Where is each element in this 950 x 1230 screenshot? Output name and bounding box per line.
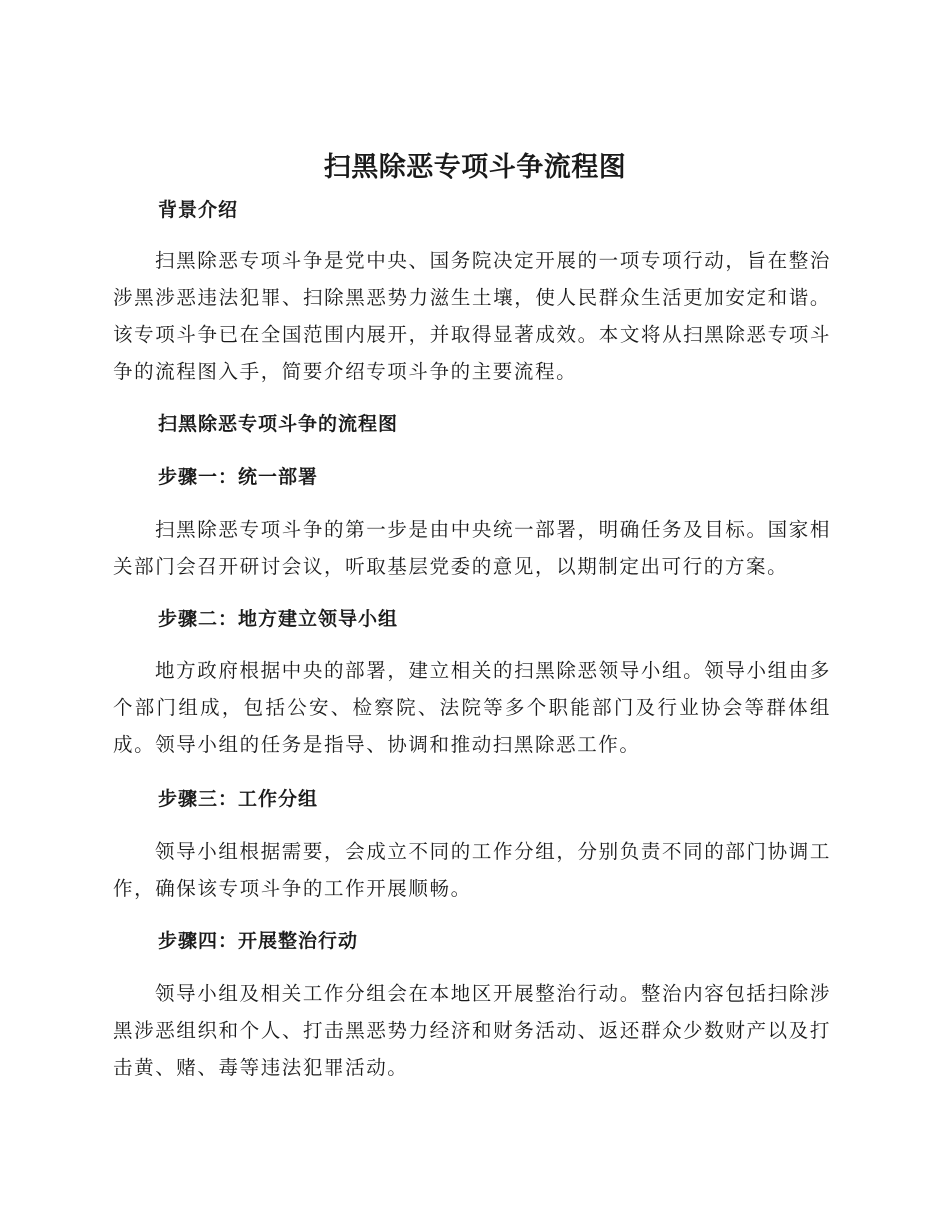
section-heading-step-4: 步骤四：开展整治行动 [158, 930, 359, 952]
section-heading-step-1: 步骤一：统一部署 [158, 466, 319, 488]
section-heading-step-2: 步骤二：地方建立领导小组 [158, 608, 399, 630]
section-body-background: 扫黑除恶专项斗争是党中央、国务院决定开展的一项专项行动，旨在整治涉黑涉恶违法犯罪、扫除黑恶势力滋生土壤，使人民群众生活更加安定和谐。该专项斗争已在全国范围内展开，并取得显著成效。本文将从扫黑除恶专项斗争的流程图入手，简要介绍专项斗争的主要流程。 [113, 249, 831, 383]
section-body-step-2: 地方政府根据中央的部署，建立相关的扫黑除恶领导小组。领导小组由多个部门组成，包括公安、检察院、法院等多个职能部门及行业协会等群体组成。领导小组的任务是指导、协调和推动扫黑除恶工作。 [113, 659, 831, 756]
section-body-step-3: 领导小组根据需要，会成立不同的工作分组，分别负责不同的部门协调工作，确保该专项斗争的工作开展顺畅。 [113, 840, 831, 900]
section-body-step-1: 扫黑除恶专项斗争的第一步是由中央统一部署，明确任务及目标。国家相关部门会召开研讨会议，听取基层党委的意见，以期制定出可行的方案。 [113, 518, 831, 578]
section-heading-flowchart: 扫黑除恶专项斗争的流程图 [158, 413, 399, 435]
document-title: 扫黑除恶专项斗争流程图 [323, 152, 627, 183]
section-heading-background: 背景介绍 [158, 199, 239, 221]
section-body-step-4: 领导小组及相关工作分组会在本地区开展整治行动。整治内容包括扫除涉黑涉恶组织和个人、打击黑恶势力经济和财务活动、返还群众少数财产以及打击黄、赌、毒等违法犯罪活动。 [113, 982, 831, 1079]
section-heading-step-3: 步骤三：工作分组 [158, 788, 319, 810]
